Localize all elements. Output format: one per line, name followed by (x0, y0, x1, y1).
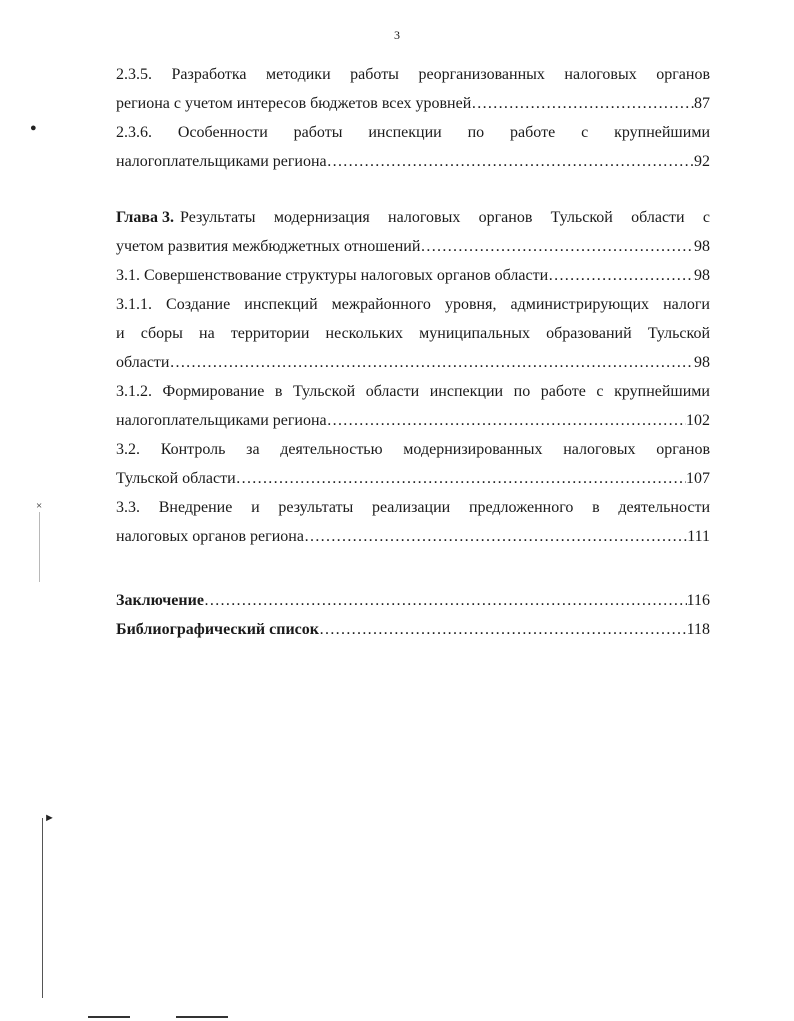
toc-entry-text: области (116, 354, 170, 371)
toc-entry-3-1-1: 3.1.1. Создание инспекций межрайонного уровня, администрирующих налоги (116, 296, 710, 313)
toc-entry-text: 3.1. Совершенствование структуры налоговых органов области (116, 267, 549, 284)
chapter-label: Глава 3. (116, 209, 174, 226)
toc-entry-2-3-5-cont (116, 89, 710, 118)
scan-mark: × (36, 500, 43, 512)
dot-leader (327, 406, 686, 435)
toc-entry-3-1 (116, 261, 710, 290)
table-of-contents (116, 60, 710, 644)
toc-entry-2-3-5: 2.3.5. Разработка методики работы реорганизованных налоговых органов (116, 66, 710, 83)
toc-page-number: 87 (694, 95, 710, 112)
toc-page-number: 102 (686, 412, 710, 429)
page-number: 3 (394, 28, 400, 42)
toc-entry-3-2-cont (116, 464, 710, 493)
dot-leader (204, 586, 687, 615)
toc-entry-text: налогоплательщиками региона (116, 412, 327, 429)
dot-leader (169, 348, 694, 377)
dot-leader (319, 615, 687, 644)
dot-leader (471, 89, 694, 118)
scan-line (39, 512, 40, 582)
scan-mark: ● (30, 122, 37, 134)
scan-mark: ► (44, 812, 55, 824)
toc-entry-3-1-1-end (116, 348, 710, 377)
toc-entry-3-3: 3.3. Внедрение и результаты реализации предложенного в деятельности (116, 499, 710, 516)
scan-line (176, 1016, 228, 1018)
toc-entry-3-1-1-cont: и сборы на территории нескольких муниципальных образований Тульской (116, 325, 710, 342)
dot-leader (236, 464, 686, 493)
scan-line (42, 818, 43, 998)
toc-chapter-3-cont (116, 232, 710, 261)
dot-leader (327, 147, 694, 176)
toc-page-number: 118 (686, 621, 710, 638)
dot-leader (304, 522, 687, 551)
scan-line (88, 1016, 130, 1018)
toc-page-number: 116 (686, 592, 710, 609)
toc-page-number: 98 (694, 238, 710, 255)
chapter-title: Результаты модернизация налоговых органов Тульской области с (180, 209, 710, 226)
toc-entry-text: Тульской области (116, 470, 236, 487)
toc-entry-text: налоговых органов региона (116, 528, 304, 545)
dot-leader (548, 261, 694, 290)
toc-page-number: 111 (687, 528, 710, 545)
toc-entry-text: региона с учетом интересов бюджетов всех уровней (116, 95, 472, 112)
toc-entry-text: налогоплательщиками региона (116, 153, 327, 170)
toc-page-number: 98 (694, 354, 710, 371)
toc-conclusion (116, 586, 710, 615)
toc-page-number: 92 (694, 153, 710, 170)
toc-entry-text: Библиографический список (116, 621, 319, 638)
toc-bibliography (116, 615, 710, 644)
toc-entry-3-1-2-cont (116, 406, 710, 435)
toc-entry-3-1-2: 3.1.2. Формирование в Тульской области инспекции по работе с крупнейшими (116, 383, 710, 400)
toc-entry-3-2: 3.2. Контроль за деятельностью модернизированных налоговых органов (116, 441, 710, 458)
toc-entry-2-3-6: 2.3.6. Особенности работы инспекции по работе с крупнейшими (116, 124, 710, 141)
toc-page-number: 107 (686, 470, 710, 487)
toc-page-number: 98 (694, 267, 710, 284)
dot-leader (420, 232, 694, 261)
toc-entry-text: учетом развития межбюджетных отношений (116, 238, 421, 255)
toc-entry-2-3-6-cont (116, 147, 710, 176)
toc-entry-text: Заключение (116, 592, 204, 609)
toc-entry-3-3-cont (116, 522, 710, 551)
toc-chapter-3 (116, 203, 710, 232)
